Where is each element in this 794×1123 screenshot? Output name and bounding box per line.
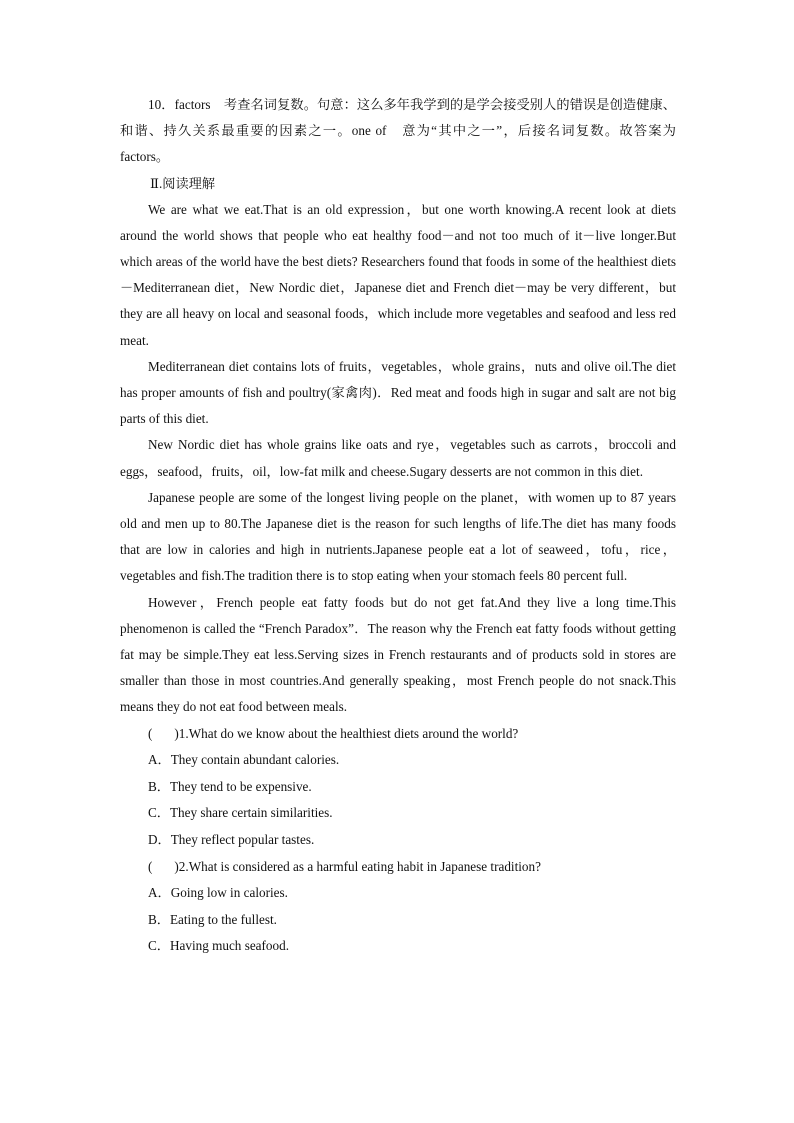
question-1 xyxy=(120,721,676,854)
answer-explanation-10: 10．factors 考查名词复数。句意：这么多年我学到的是学会接受别人的错误是创造健康、和谐、持久关系最重要的因素之一。one of 意为“其中之一”，后接名词复数。故答案为 factors。 xyxy=(120,97,676,165)
option-a: A．Going low in calories. xyxy=(148,885,288,901)
option-c: C．They share certain similarities. xyxy=(148,805,333,821)
passage-paragraph-1: We are what we eat.That is an old expression，but one worth knowing.A recent look at diets around the world shows that people who eat healthy food－and not too much of it－live longer.But which areas of the world have the best diets? Researchers found that foods in some of the healthiest diets－Mediterranean diet，New Nordic diet，Japanese diet and French diet－may be very different，but they are all heavy on local and seasonal foods，which include more vegetables and seafood and less red meat. xyxy=(120,201,676,348)
question-text: )1.What do we know about the healthiest diets around the world? xyxy=(174,725,519,741)
option-c: C．Having much seafood. xyxy=(148,938,290,954)
question-stem xyxy=(120,854,676,881)
question-2 xyxy=(120,854,676,960)
option-a: A．They contain abundant calories. xyxy=(148,752,340,768)
answer-paren-open: ( xyxy=(148,725,153,741)
section-title-reading: Ⅱ.阅读理解 xyxy=(150,175,216,191)
option-d: D．They reflect popular tastes. xyxy=(148,832,315,848)
question-text: )2.What is considered as a harmful eating habit in Japanese tradition? xyxy=(174,858,541,874)
passage-paragraph-4: Japanese people are some of the longest living people on the planet，with women up to 87 years old and men up to 80.The Japanese diet is the reason for such lengths of life.The diet has many foods that are low in calories and high in nutrients.Japanese people eat a lot of seaweed，tofu，rice，vegetables and fish.The tradition there is to stop eating when your stomach feels 80 percent full. xyxy=(120,489,676,584)
option-b: B．Eating to the fullest. xyxy=(148,911,277,927)
passage-paragraph-2: Mediterranean diet contains lots of fruits，vegetables，whole grains，nuts and olive oil.The diet has proper amounts of fish and poultry(家禽肉)．Red meat and foods high in sugar and salt are not big parts of this diet. xyxy=(120,358,676,427)
passage-paragraph-3: New Nordic diet has whole grains like oats and rye，vegetables such as carrots，broccoli and eggs，seafood，fruits，oil，low-fat milk and cheese.Sugary desserts are not common in this diet. xyxy=(120,437,676,479)
option-b: B．They tend to be expensive. xyxy=(148,778,312,794)
passage-paragraph-5: However，French people eat fatty foods but do not get fat.And they live a long time.This phenomenon is called the “French Paradox”．The reason why the French eat fatty foods without getting fat may be simple.They eat less.Serving sizes in French restaurants and of products sold in stores are smaller than those in most countries.And generally speaking，most French people do not snack.This means they do not eat food between meals. xyxy=(120,594,676,715)
answer-paren-open: ( xyxy=(148,858,153,874)
document-page xyxy=(120,92,676,960)
question-stem xyxy=(120,721,676,748)
